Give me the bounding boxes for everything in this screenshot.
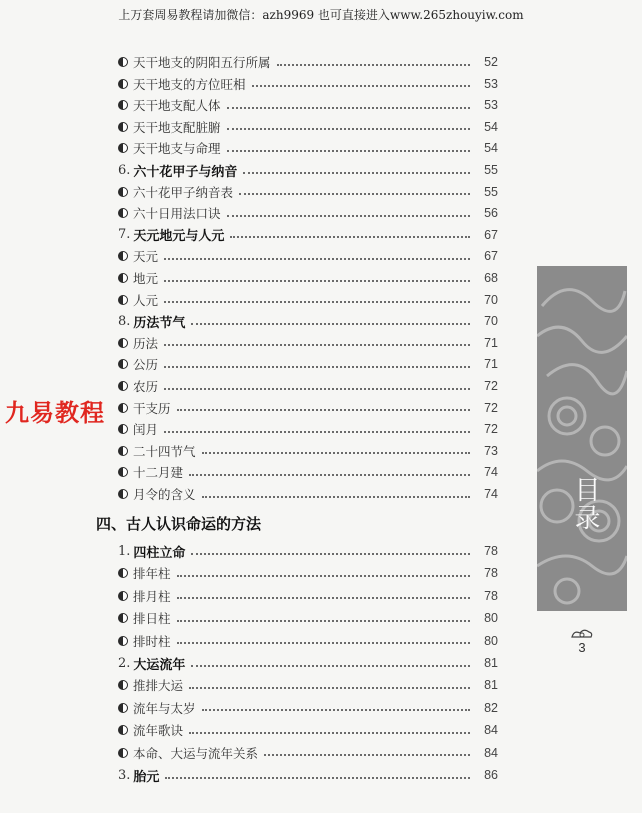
dot-leader <box>189 473 470 476</box>
dot-leader <box>191 322 470 325</box>
toc-entry[interactable] <box>118 608 498 628</box>
toc-page-number: 82 <box>484 700 498 715</box>
yin-yang-bullet-icon <box>118 100 128 110</box>
toc-entry[interactable] <box>118 398 498 418</box>
toc-section-number: 3. <box>118 767 131 783</box>
dot-leader <box>164 365 470 368</box>
dot-leader <box>277 63 470 66</box>
dot-leader <box>177 596 470 599</box>
toc-entry[interactable] <box>118 419 498 439</box>
toc-page-number: 67 <box>484 227 498 242</box>
yin-yang-bullet-icon <box>118 489 128 499</box>
yin-yang-bullet-icon <box>118 338 128 348</box>
yin-yang-bullet-icon <box>118 613 128 623</box>
toc-page-number: 71 <box>484 335 498 350</box>
toc-page-number: 72 <box>484 422 498 437</box>
dot-leader <box>191 664 470 667</box>
toc-entry-title: 地元 <box>133 271 159 286</box>
toc-entry-title: 胎元 <box>133 769 160 785</box>
toc-entry[interactable] <box>118 52 498 72</box>
toc-page-number: 71 <box>484 357 498 372</box>
toc-entry[interactable] <box>118 586 498 606</box>
yin-yang-bullet-icon <box>118 703 128 713</box>
yin-yang-bullet-icon <box>118 79 128 89</box>
dot-leader <box>191 552 470 555</box>
toc-section-number: 7. <box>118 227 131 243</box>
toc-entry-title: 公历 <box>133 357 159 373</box>
watermark-text: 九易教程 <box>5 399 105 427</box>
toc-entry[interactable] <box>118 333 498 353</box>
toc-section-entry[interactable] <box>118 311 498 331</box>
toc-page-number: 72 <box>484 379 498 393</box>
toc-entry-title: 排年柱 <box>133 566 171 582</box>
dot-leader <box>202 708 470 711</box>
yin-yang-bullet-icon <box>118 251 128 261</box>
toc-page-number: 55 <box>484 163 498 177</box>
toc-entry-title: 流年与太岁 <box>133 700 196 716</box>
yin-yang-bullet-icon <box>118 359 128 369</box>
page-number: 3 <box>578 640 586 655</box>
yin-yang-bullet-icon <box>118 295 128 305</box>
toc-entry[interactable] <box>118 74 498 94</box>
toc-entry-title: 历法节气 <box>133 315 186 331</box>
toc-page-number: 74 <box>484 465 498 480</box>
yin-yang-bullet-icon <box>118 403 128 413</box>
dot-leader <box>202 451 470 454</box>
yin-yang-bullet-icon <box>118 381 128 391</box>
side-tab-title: 目录 <box>570 476 600 532</box>
toc-section-number: 2. <box>118 655 131 671</box>
toc-section-number: 1. <box>118 543 131 559</box>
toc-entry-title: 排月柱 <box>133 588 171 604</box>
toc-section-entry[interactable] <box>118 653 498 673</box>
dot-leader <box>264 753 470 756</box>
yin-yang-bullet-icon <box>118 748 128 758</box>
top-banner: 上万套周易教程请加微信：azh9969 也可直接进入www.265zhouyiw.com <box>118 8 524 22</box>
toc-entry-title: 天元地元与人元 <box>133 229 225 245</box>
toc-entry[interactable] <box>118 95 498 115</box>
toc-section-entry[interactable] <box>118 765 498 785</box>
dot-leader <box>164 430 470 433</box>
toc-entry[interactable] <box>118 563 498 583</box>
toc-entry[interactable] <box>118 698 498 718</box>
yin-yang-bullet-icon <box>118 467 128 477</box>
toc-entry[interactable] <box>118 743 498 763</box>
dot-leader <box>177 641 470 644</box>
toc-page-number: 81 <box>484 678 498 693</box>
toc-entry-title: 天元 <box>133 249 159 265</box>
dot-leader <box>189 731 470 734</box>
toc-entry-title: 天干地支的阴阳五行所属 <box>133 55 271 70</box>
toc-page-number: 86 <box>484 768 498 782</box>
dot-leader <box>177 408 470 411</box>
toc-page-number: 74 <box>484 487 498 501</box>
dot-leader <box>164 343 470 346</box>
toc-entry-title: 天干地支的方位旺相 <box>133 76 246 92</box>
dot-leader <box>164 300 470 303</box>
toc-page-number: 68 <box>484 271 498 285</box>
toc-section-entry[interactable] <box>118 160 498 180</box>
toc-page-number: 53 <box>484 76 498 91</box>
toc-page-number: 70 <box>484 314 498 329</box>
toc-page-number: 73 <box>484 443 498 458</box>
toc-section-number: 6. <box>118 162 131 178</box>
toc-entry[interactable] <box>118 203 498 223</box>
dot-leader <box>189 686 470 689</box>
yin-yang-bullet-icon <box>118 187 128 197</box>
toc-entry-title: 天干地支与命理 <box>133 141 221 157</box>
toc-entry[interactable] <box>118 631 498 651</box>
toc-page-number: 84 <box>484 745 498 760</box>
dot-leader <box>227 214 470 217</box>
cloud-pattern-icon <box>537 266 627 611</box>
yin-yang-bullet-icon <box>118 122 128 132</box>
toc-entry-title: 六十日用法口诀 <box>133 206 221 222</box>
toc-page-number: 67 <box>484 249 498 264</box>
dot-leader <box>165 776 470 779</box>
toc-entry[interactable] <box>118 354 498 374</box>
yin-yang-bullet-icon <box>118 591 128 601</box>
toc-entry-title: 四柱立命 <box>133 545 186 561</box>
yin-yang-bullet-icon <box>118 143 128 153</box>
toc-entry[interactable] <box>118 268 498 288</box>
dot-leader <box>177 574 470 577</box>
toc-entry[interactable] <box>118 376 498 396</box>
chapter-heading: 四、古人认识命运的方法 <box>96 515 262 533</box>
toc-page-number: 84 <box>484 723 498 738</box>
dot-leader <box>243 171 470 174</box>
toc-page-number: 72 <box>484 400 498 415</box>
yin-yang-bullet-icon <box>118 636 128 646</box>
toc-entry-title: 人元 <box>133 292 159 308</box>
toc-entry[interactable] <box>118 462 498 482</box>
toc-entry[interactable] <box>118 484 498 504</box>
toc-page-number: 81 <box>484 656 498 670</box>
toc-entry-title: 天干地支配脏腑 <box>133 119 221 135</box>
toc-entry[interactable] <box>118 720 498 740</box>
toc-section-entry[interactable] <box>118 541 498 561</box>
toc-section-entry[interactable] <box>118 225 498 245</box>
dot-leader <box>202 495 470 498</box>
dot-leader <box>252 84 470 87</box>
yin-yang-bullet-icon <box>118 568 128 578</box>
toc-page-number: 54 <box>484 119 498 134</box>
page-number-block <box>567 628 597 655</box>
toc-entry[interactable] <box>118 182 498 202</box>
toc-entry-title: 推排大运 <box>133 678 184 694</box>
toc-page-number: 78 <box>484 588 498 603</box>
toc-entry-title: 干支历 <box>133 400 171 416</box>
toc-page-number: 55 <box>484 184 498 199</box>
yin-yang-bullet-icon <box>118 725 128 735</box>
toc-entry-title: 农历 <box>133 379 159 394</box>
yin-yang-bullet-icon <box>118 273 128 283</box>
toc-entry-title: 闰月 <box>133 422 159 438</box>
toc-page-number: 80 <box>484 611 498 626</box>
cloud-ornament-icon <box>570 628 594 640</box>
dot-leader <box>177 619 470 622</box>
dot-leader <box>164 279 470 282</box>
toc-page-number: 78 <box>484 544 498 558</box>
yin-yang-bullet-icon <box>118 680 128 690</box>
toc-entry-title: 六十花甲子与纳音 <box>133 164 238 180</box>
dot-leader <box>227 106 470 109</box>
toc-entry[interactable] <box>118 117 498 137</box>
yin-yang-bullet-icon <box>118 208 128 218</box>
toc-page-number: 52 <box>484 55 498 69</box>
toc-entry[interactable] <box>118 246 498 266</box>
dot-leader <box>227 127 470 130</box>
toc-entry-title: 本命、大运与流年关系 <box>133 745 259 761</box>
toc-entry-title: 排日柱 <box>133 611 171 627</box>
toc-entry-title: 天干地支配人体 <box>133 98 221 114</box>
toc-entry-title: 月令的含义 <box>133 487 196 502</box>
dot-leader <box>239 192 470 195</box>
toc-entry-title: 流年歌诀 <box>133 723 184 739</box>
toc-entry-title: 排时柱 <box>133 633 171 649</box>
dot-leader <box>164 387 470 390</box>
toc-page-number: 80 <box>484 633 498 648</box>
toc-page-number: 56 <box>484 206 498 221</box>
toc-entry-title: 二十四节气 <box>133 443 196 459</box>
toc-entry[interactable] <box>118 290 498 310</box>
contents-side-tab <box>537 266 627 611</box>
toc-entry-title: 大运流年 <box>133 657 186 673</box>
toc-entry-title: 历法 <box>133 335 159 351</box>
dot-leader <box>227 149 470 152</box>
dot-leader <box>230 235 470 238</box>
toc-entry[interactable] <box>118 138 498 158</box>
dot-leader <box>164 257 470 260</box>
yin-yang-bullet-icon <box>118 57 128 67</box>
toc-page-number: 54 <box>484 141 498 156</box>
toc-section-number: 8. <box>118 313 131 329</box>
toc-entry-title: 六十花甲子纳音表 <box>133 184 234 200</box>
yin-yang-bullet-icon <box>118 446 128 456</box>
toc-page-number: 70 <box>484 292 498 307</box>
yin-yang-bullet-icon <box>118 424 128 434</box>
toc-entry[interactable] <box>118 675 498 695</box>
toc-entry[interactable] <box>118 441 498 461</box>
toc-page-number: 53 <box>484 98 498 113</box>
toc-entry-title: 十二月建 <box>133 465 184 481</box>
toc-page-number: 78 <box>484 566 498 581</box>
